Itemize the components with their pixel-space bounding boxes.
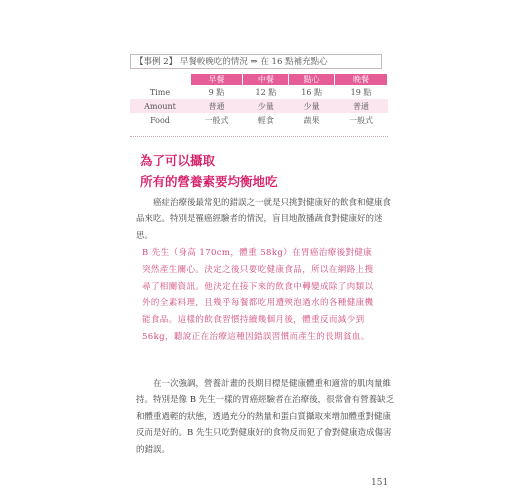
table-header-cell: 中餐 <box>243 74 289 85</box>
section-heading-line1: 為了可以攝取 <box>140 153 216 168</box>
row-label: Amount <box>130 99 190 113</box>
table-row <box>130 99 388 113</box>
intro-paragraph: 癌症治療後最常犯的錯誤之一就是只挑對健康好的飲食和健康食品來吃。特別是罹癌經驗者的情況，盲目地散播蔬食對健康好的迷思。 <box>136 198 392 241</box>
section-heading-line2: 所有的營養素要均衡地吃 <box>140 174 278 189</box>
case-study-text: B 先生（身高 170cm，體重 58kg）在胃癌治療後對健康突然產生關心。決定之後只要吃健康食品，所以在網路上搜尋了相關資訊。他決定在接下來的飲食中轉變成除了肉類以外的全素料理，且幾乎每餐都吃用遭殃泡過水的各種健康機能食品。這樣的飲食習慣持續幾個月後，體重反而減少到 56kg，聽說正在治療這種因錯誤習慣而產生的長期貧血。 <box>142 248 374 342</box>
example-caption-bar <box>130 54 382 69</box>
table-cell: 少量 <box>243 99 289 113</box>
table-cell: 9 點 <box>208 87 225 97</box>
table-header-blank <box>130 74 190 85</box>
table-header-cell: 點心 <box>289 74 335 85</box>
conclusion-paragraph: 在一次強調，營養計畫的長期目標是健康體重和適當的肌肉量維持。特別是像 B 先生一樣的胃癌經驗者在治療後，很常會有營養缺乏和體重過輕的狀態，透過充分的熱量和蛋白質攝取來增加體重對健康反而是好的。B 先生只吃對健康好的食物反而犯了會對健康造成傷害的錯誤。 <box>136 379 395 455</box>
table-row <box>130 85 388 99</box>
table-header-cell: 早餐 <box>190 74 243 85</box>
row-label: Food <box>150 115 170 125</box>
table-header-cell: 晚餐 <box>335 74 388 85</box>
table-cell: 16 點 <box>301 87 322 97</box>
table-cell: 少量 <box>289 99 335 113</box>
section-divider <box>130 136 388 137</box>
table-cell: 輕食 <box>257 115 274 125</box>
table-cell: 12 點 <box>255 87 277 97</box>
row-label: Time <box>149 87 171 97</box>
table-cell: 19 點 <box>350 87 372 97</box>
meal-schedule-table <box>130 74 388 127</box>
table-cell: 蔬果 <box>303 115 320 125</box>
table-row <box>130 113 388 127</box>
page-number: 151 <box>371 478 389 488</box>
example-caption: 早餐較晚吃的情況 ⇒ 在 16 點補充點心 <box>179 57 328 67</box>
table-cell: 普通 <box>190 99 243 113</box>
table-cell: 普通 <box>335 99 388 113</box>
table-header-row <box>130 74 388 85</box>
example-tag: 【事例 2】 <box>135 57 178 67</box>
table-cell: 一般式 <box>204 115 229 125</box>
table-cell: 一般式 <box>349 115 373 125</box>
